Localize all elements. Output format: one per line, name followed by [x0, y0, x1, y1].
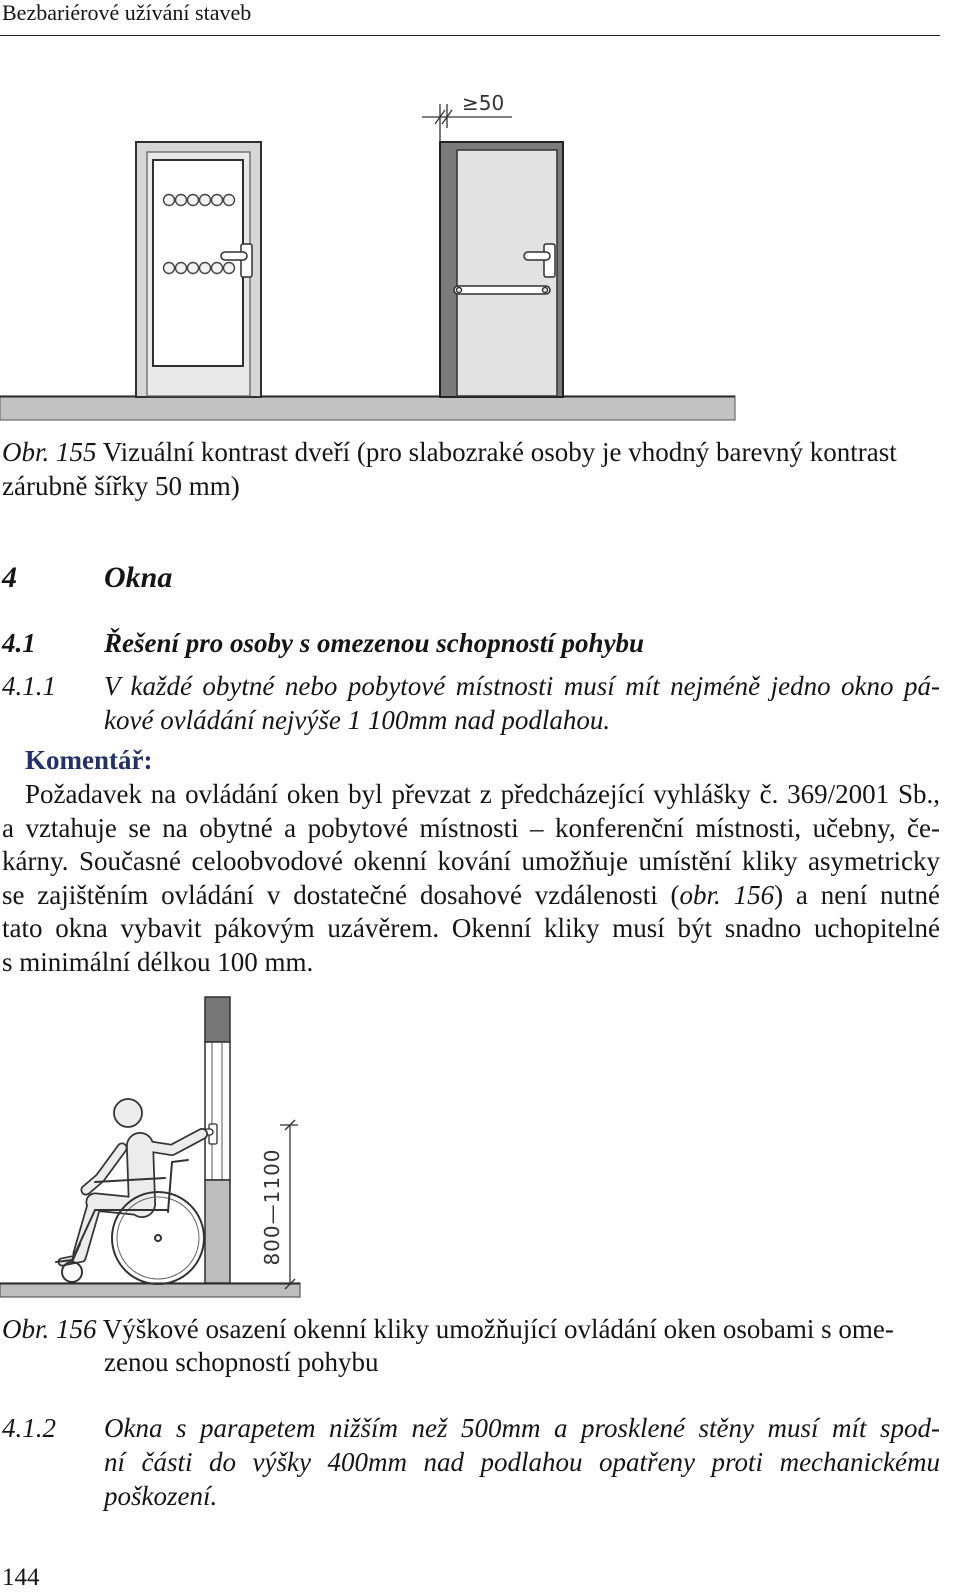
- contrast-dot: [176, 195, 187, 206]
- door-leaf: [457, 150, 557, 396]
- contrast-dot: [212, 195, 223, 206]
- contrast-dot: [224, 195, 235, 206]
- clause-4-1-1: [2, 670, 940, 737]
- caption-label: Obr. 155: [2, 437, 97, 467]
- header-rule: [0, 35, 940, 36]
- comment-line: kárny. Současné celoobvodové okenní kování umožňuje umístění kliky asymetricky: [2, 846, 940, 877]
- clause-line: V každé obytné nebo pobytové místnosti musí mít nejméně jedno okno pá-: [104, 671, 940, 701]
- subsection-title: Řešení pro osoby s omezenou schopností pohybu: [104, 628, 645, 658]
- comment-line: a vztahuje se na obytné a pobytové místnosti – konferenční místnosti, učebny, če-: [2, 812, 940, 843]
- caption-line: zárubně šířky 50 mm): [2, 471, 240, 501]
- contrast-dot: [164, 263, 175, 274]
- contrast-dot: [188, 195, 199, 206]
- comment-line: [2, 879, 940, 913]
- horizontal-grab-bar: [454, 286, 550, 294]
- contrast-dot: [188, 263, 199, 274]
- contrast-dot: [164, 195, 175, 206]
- clause-4-1-2: [2, 1411, 940, 1513]
- comment-text: se zajištěním ovládání v dostatečné dosahové vzdálenosti (: [2, 879, 680, 910]
- clause-line: Okna s parapetem nižším než 500mm a prosklené stěny musí mít spod-: [104, 1413, 940, 1443]
- door-contrast-frame: [440, 142, 563, 397]
- running-head: Bezbariérové užívání staveb: [2, 0, 252, 25]
- comment-line: Požadavek na ovládání oken byl převzat z předcházející vyhlášky č. 369/2001 Sb.,: [25, 779, 940, 809]
- figure-155-caption: [2, 435, 940, 503]
- figure-156-caption: [2, 1313, 940, 1379]
- dimension-label-50: ≥50: [462, 91, 505, 115]
- comment-line: s minimální délkou 100 mm.: [2, 946, 314, 977]
- comment-line: tato okna vybavit pákovým uzávěrem. Okenní kliky musí být snadno uchopitelné: [2, 913, 940, 944]
- dimension-label-height: 800—1100: [260, 1148, 284, 1266]
- contrast-dot: [224, 263, 235, 274]
- section-number: 4: [2, 561, 17, 594]
- contrast-dot: [212, 263, 223, 274]
- comment-text: ) a není nutné: [774, 879, 941, 910]
- caption-text: Vizuální kontrast dveří (pro slabozraké osoby je vhodný barevný kontrast: [102, 437, 897, 467]
- clause-text: [104, 1411, 940, 1513]
- person-head: [114, 1099, 142, 1127]
- caption-label: Obr. 156: [2, 1314, 97, 1344]
- clause-line: kové ovládání nejvýše 1 100mm nad podlahou.: [104, 704, 611, 735]
- clause-number: 4.1.2: [2, 1413, 56, 1443]
- contrast-dot: [176, 263, 187, 274]
- page-number: 144: [2, 1564, 40, 1591]
- comment-paragraph: [2, 778, 940, 980]
- subsection-heading: [2, 626, 940, 660]
- clause-number: 4.1.1: [2, 671, 56, 701]
- floor: [0, 396, 735, 420]
- caption-line: [2, 1313, 940, 1346]
- figure-156-window-handle-drawing: [0, 995, 310, 1300]
- subsection-number: 4.1: [2, 628, 36, 658]
- figure-155-door-drawing: [0, 80, 740, 425]
- door-glazed: [136, 142, 261, 397]
- wall-with-window: [201, 997, 230, 1283]
- clause-line: poškození.: [104, 1481, 218, 1511]
- wall-upper: [205, 997, 230, 1042]
- wall-lower: [205, 1180, 230, 1283]
- window-frame: [205, 1042, 230, 1180]
- caption-text: Výškové osazení okenní kliky umožňující ovládání oken osobami s ome-: [102, 1314, 894, 1344]
- contrast-dot: [200, 195, 211, 206]
- floor: [0, 1283, 300, 1297]
- clause-line: ní části do výšky 400mm nad podlahou opatřeny proti mechanickému: [104, 1447, 940, 1477]
- caption-line: [2, 435, 940, 469]
- contrast-dot: [200, 263, 211, 274]
- caption-line: zenou schopností pohybu: [104, 1347, 379, 1377]
- figure-reference: obr. 156: [679, 879, 775, 910]
- comment-label: Komentář:: [25, 745, 153, 775]
- clause-text: [104, 670, 940, 737]
- section-heading: [2, 558, 940, 598]
- section-title: Okna: [104, 561, 173, 594]
